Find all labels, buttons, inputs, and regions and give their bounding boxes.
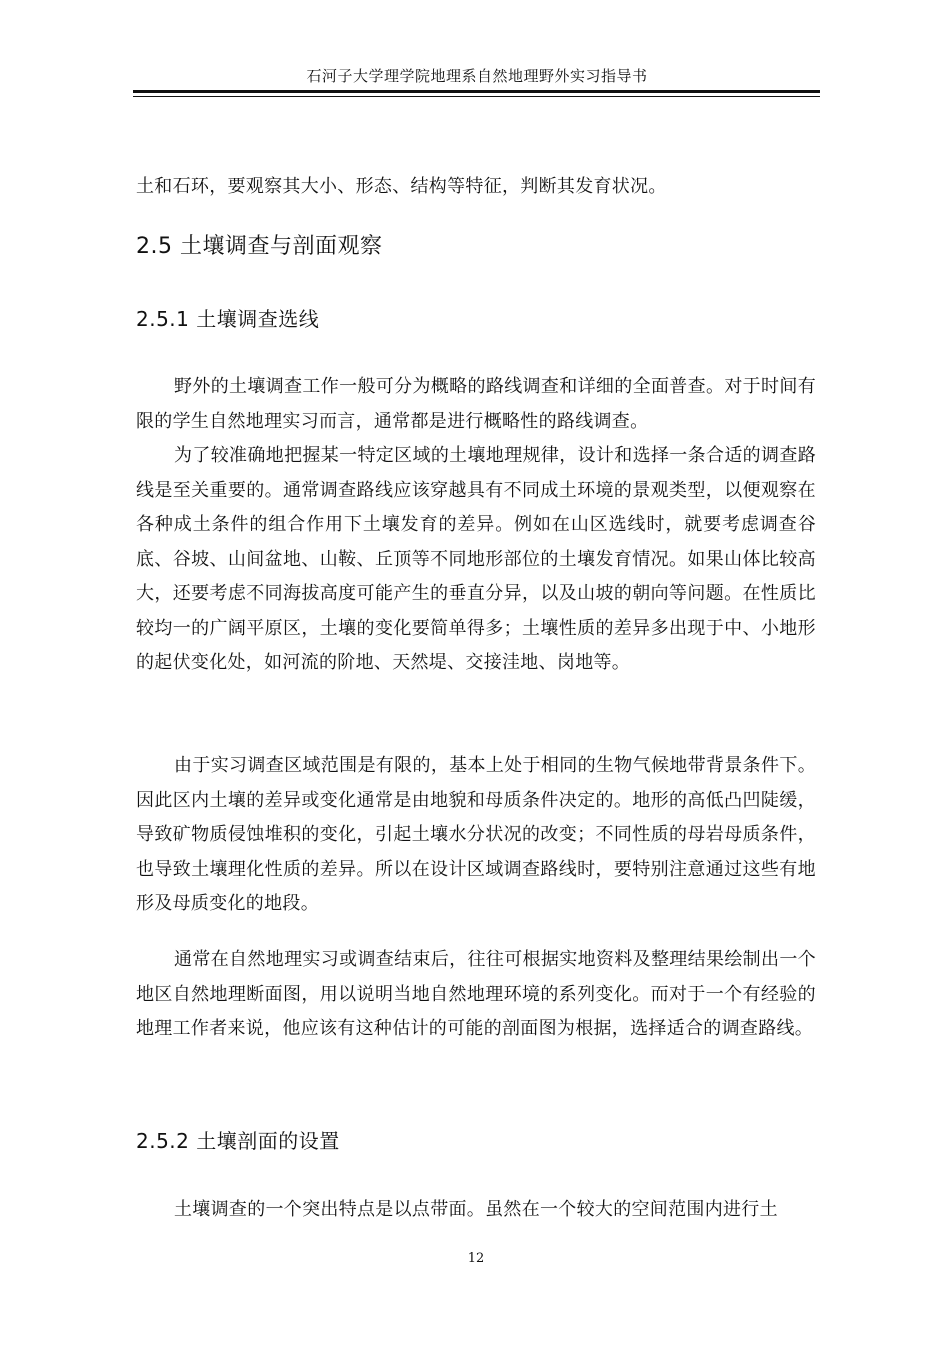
running-header: 石河子大学理学院地理系自然地理野外实习指导书: [306, 67, 648, 85]
section-heading-2-5: 2.5 土壤调查与剖面观察: [136, 234, 383, 259]
paragraph-route-survey: 野外的土壤调查工作一般可分为概略的路线调查和详细的全面普查。对于时间有限的学生自然地理实习而言，通常都是进行概略性的路线调查。: [136, 376, 816, 432]
section-heading-2-5-1: 2.5.1 土壤调查选线: [136, 307, 320, 331]
paragraph-profile-diagram: 通常在自然地理实习或调查结束后，往往可根据实地资料及整理结果绘制出一个地区自然地理断面图，用以说明当地自然地理环境的系列变化。而对于一个有经验的地理工作者来说，他应该有这种估计的可能的剖面图为根据，选择适合的调查路线。: [136, 949, 816, 1039]
header-rule-thin: [133, 96, 820, 97]
paragraph-continued: 土和石环，要观察其大小、形态、结构等特征，判断其发育状况。: [136, 176, 667, 197]
paragraph-route-selection: 为了较准确地把握某一特定区域的土壤地理规律，设计和选择一条合适的调查路线是至关重要的。通常调查路线应该穿越具有不同成土环境的景观类型，以便观察在各种成土条件的组合作用下土壤发育的差异。例如在山区选线时，就要考虑调查谷底、谷坡、山间盆地、山鞍、丘顶等不同地形部位的土壤发育情况。如果山体比较高大，还要考虑不同海拔高度可能产生的垂直分异，以及山坡的朝向等问题。在性质比较均一的广阔平原区，土壤的变化要简单得多；土壤性质的差异多出现于中、小地形的起伏变化处，如河流的阶地、天然堤、交接洼地、岗地等。: [136, 445, 816, 673]
paragraph-terrain-parent-material: 由于实习调查区域范围是有限的，基本上处于相同的生物气候地带背景条件下。因此区内土壤的差异或变化通常是由地貌和母质条件决定的。地形的高低凸凹陡缓，导致矿物质侵蚀堆积的变化，引起土壤水分状况的改变；不同性质的母岩母质条件，也导致土壤理化性质的差异。所以在设计区域调查路线时，要特别注意通过这些有地形及母质变化的地段。: [136, 755, 816, 914]
header-rule-thick: [133, 90, 820, 93]
paragraph-point-to-area: 土壤调查的一个突出特点是以点带面。虽然在一个较大的空间范围内进行土: [174, 1199, 778, 1220]
section-heading-2-5-2: 2.5.2 土壤剖面的设置: [136, 1129, 340, 1153]
page-number: 12: [467, 1251, 485, 1266]
